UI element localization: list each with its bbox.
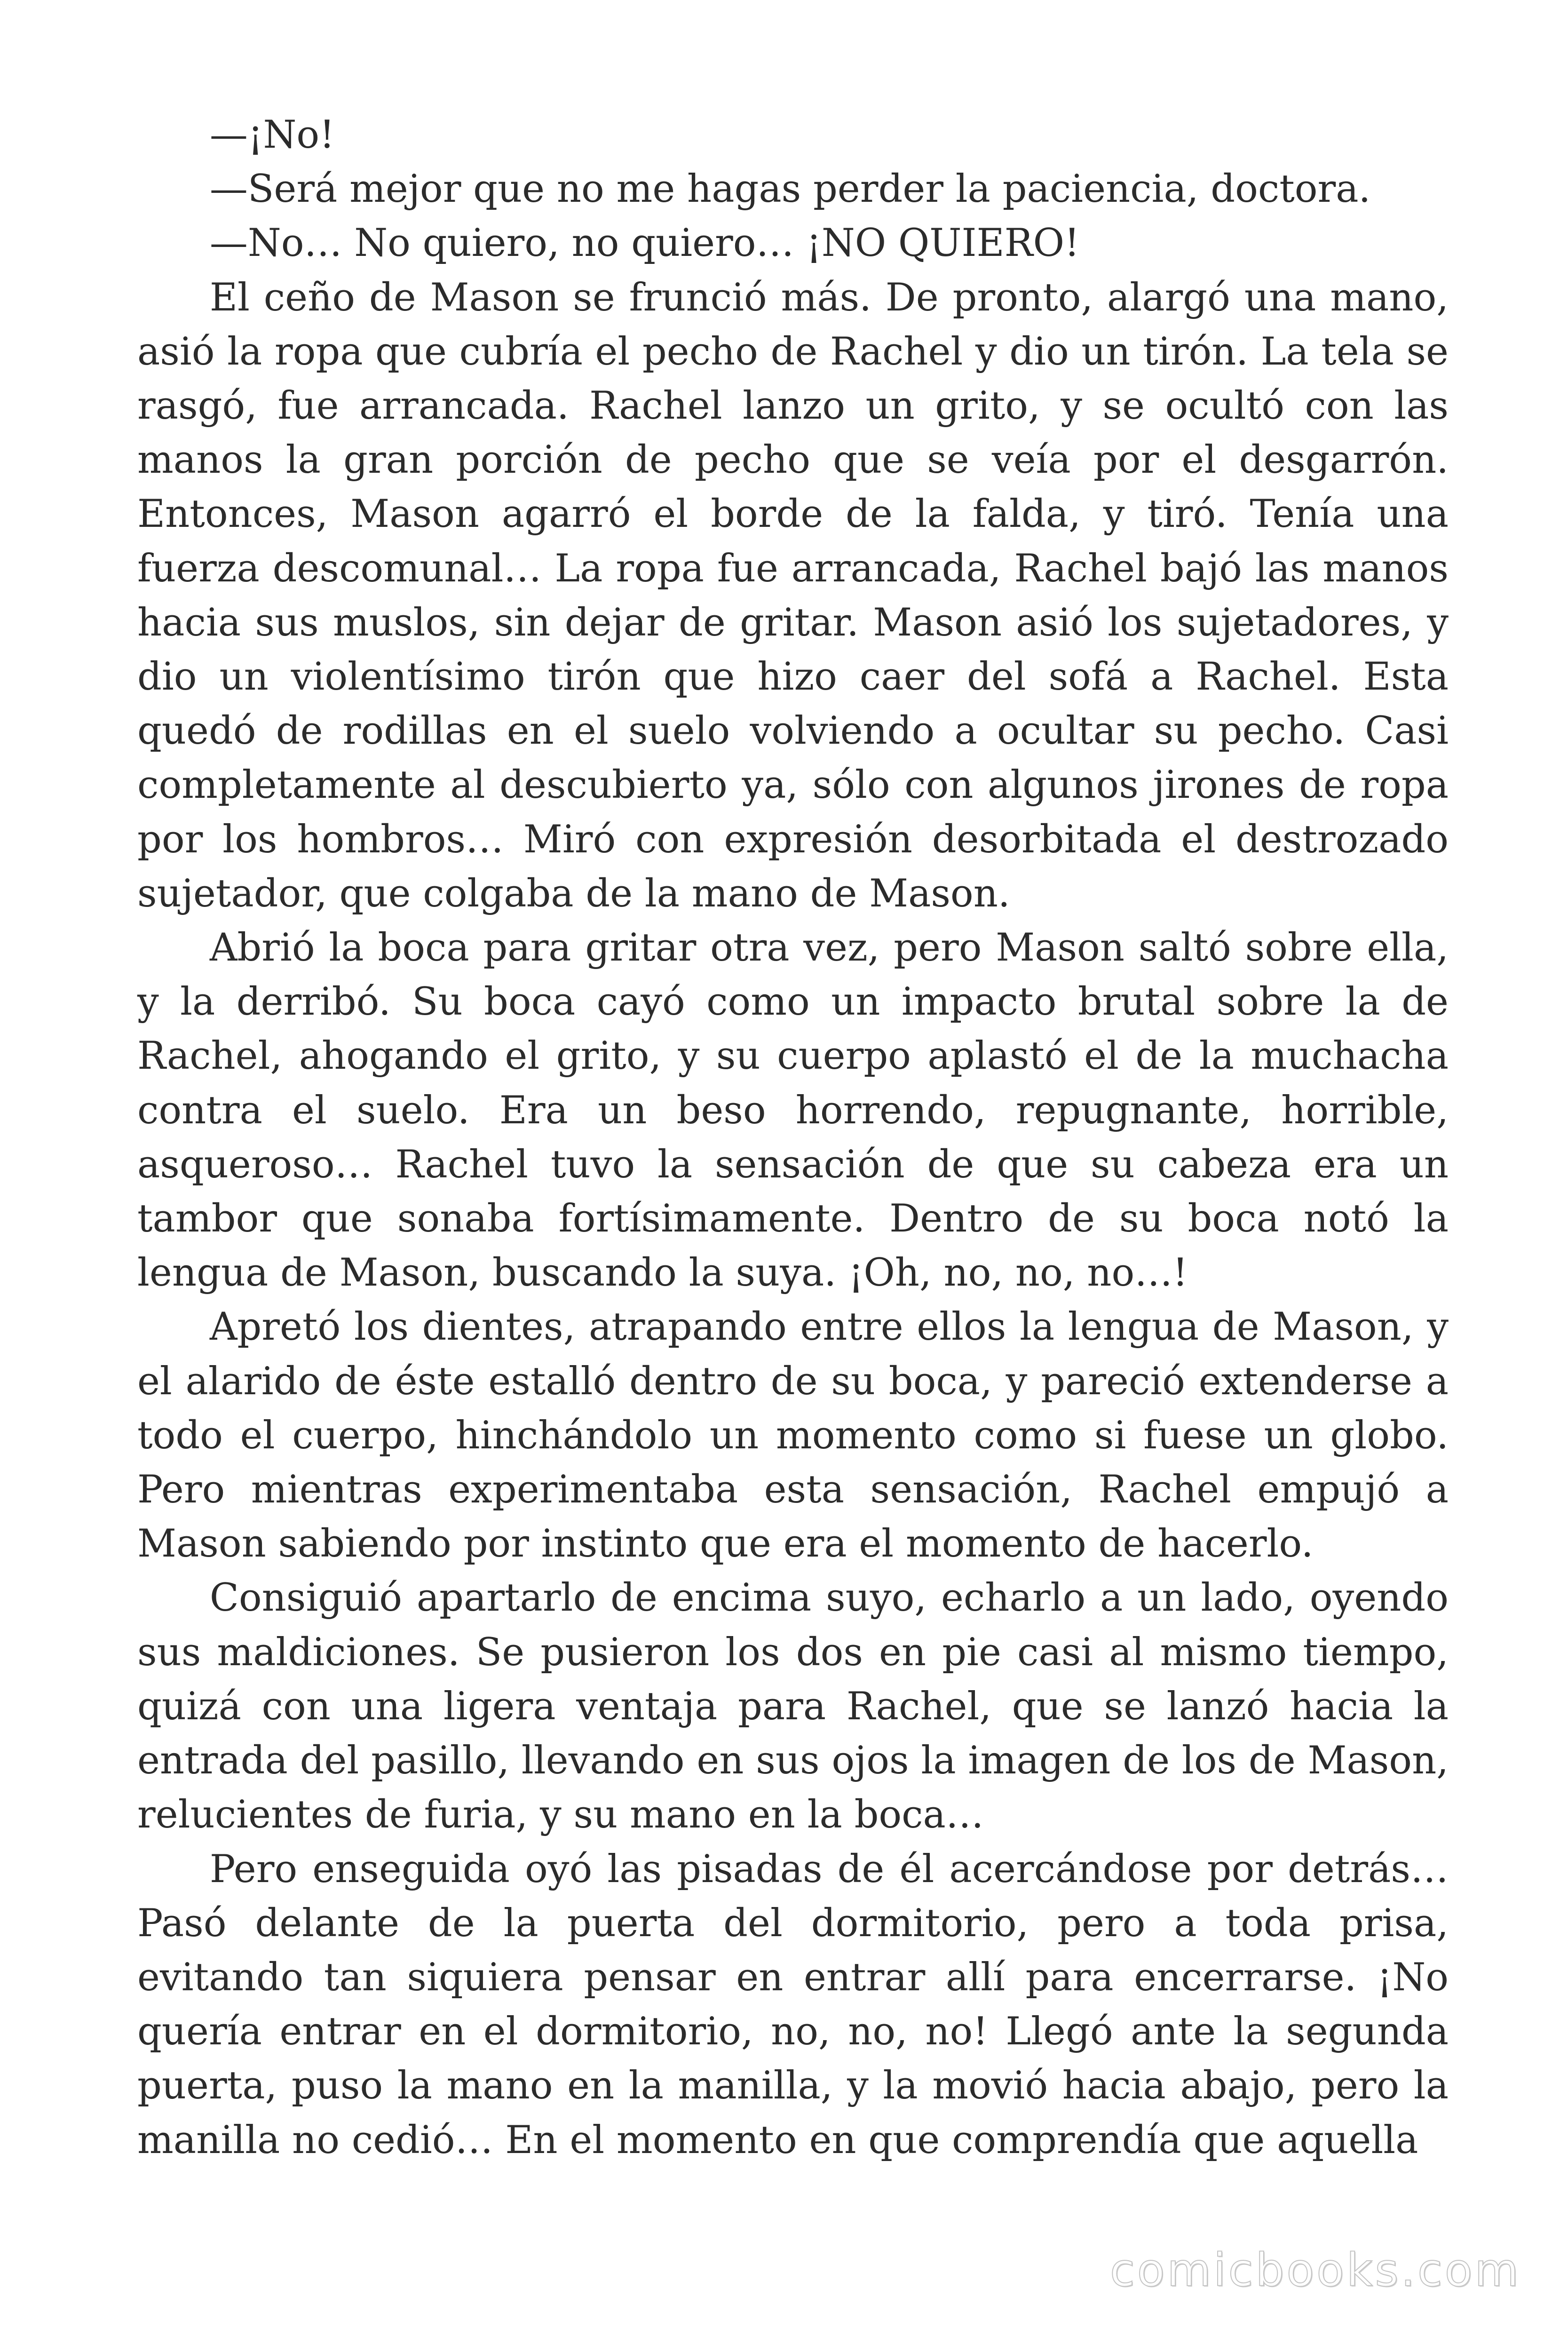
paragraph: Apretó los dientes, atrapando entre ellos la lengua de Mason, y el alarido de éste estalló dentro de su boca, y pareció extenderse a todo el cuerpo, hinchándolo un momento como si fuese un globo. Pero mientras experimentaba esta sensación, Rachel empujó a Mason sabiendo por instinto que era el momento de hacerlo. [137, 1305, 1449, 1566]
paragraph: Pero enseguida oyó las pisadas de él acercándose por detrás… Pasó delante de la puerta del dormitorio, pero a toda prisa, evitando tan siquiera pensar en entrar allí para encerrarse. ¡No quería entrar en el dormitorio, no, no, no! Llegó ante la segunda puerta, puso la mano en la manilla, y la movió hacia abajo, pero la manilla no cedió… En el momento en que comprendía que aquella [137, 1847, 1449, 2162]
paragraph: —No… No quiero, no quiero… ¡NO QUIERO! [209, 221, 1080, 266]
body-text [137, 108, 1449, 2168]
paragraph: Abrió la boca para gritar otra vez, pero Mason saltó sobre ella, y la derribó. Su boca cayó como un impacto brutal sobre la de Rachel, ahogando el grito, y su cuerpo aplastó el de la muchacha contra el suelo. Era un beso horrendo, repugnante, horrible, asqueroso… Rachel tuvo la sensación de que su cabeza era un tambor que sonaba fortísimamente. Dentro de su boca notó la lengua de Mason, buscando la suya. ¡Oh, no, no, no…! [137, 926, 1449, 1295]
paragraph: —¡No! [209, 113, 335, 157]
paragraph: Consiguió apartarlo de encima suyo, echarlo a un lado, oyendo sus maldiciones. Se pusieron los dos en pie casi al mismo tiempo, quizá con una ligera ventaja para Rachel, que se lanzó hacia la entrada del pasillo, llevando en sus ojos la imagen de los de Mason, relucientes de furia, y su mano en la boca… [137, 1576, 1449, 1837]
paragraph: —Será mejor que no me hagas perder la paciencia, doctora. [209, 167, 1371, 212]
paragraph: El ceño de Mason se frunció más. De pronto, alargó una mano, asió la ropa que cubría el pecho de Rachel y dio un tirón. La tela se rasgó, fue arrancada. Rachel lanzo un grito, y se ocultó con las manos la gran porción de pecho que se veía por el desgarrón. Entonces, Mason agarró el borde de la falda, y tiró. Tenía una fuerza descomunal… La ropa fue arrancada, Rachel bajó las manos hacia sus muslos, sin dejar de gritar. Mason asió los sujetadores, y dio un violentísimo tirón que hizo caer del sofá a Rachel. Esta quedó de rodillas en el suelo volviendo a ocultar su pecho. Casi completamente al descubierto ya, sólo con algunos jirones de ropa por los hombros… Miró con expresión desorbitada el destrozado sujetador, que colgaba de la mano de Mason. [137, 275, 1449, 916]
watermark: comicbooks.com [1109, 2244, 1521, 2296]
